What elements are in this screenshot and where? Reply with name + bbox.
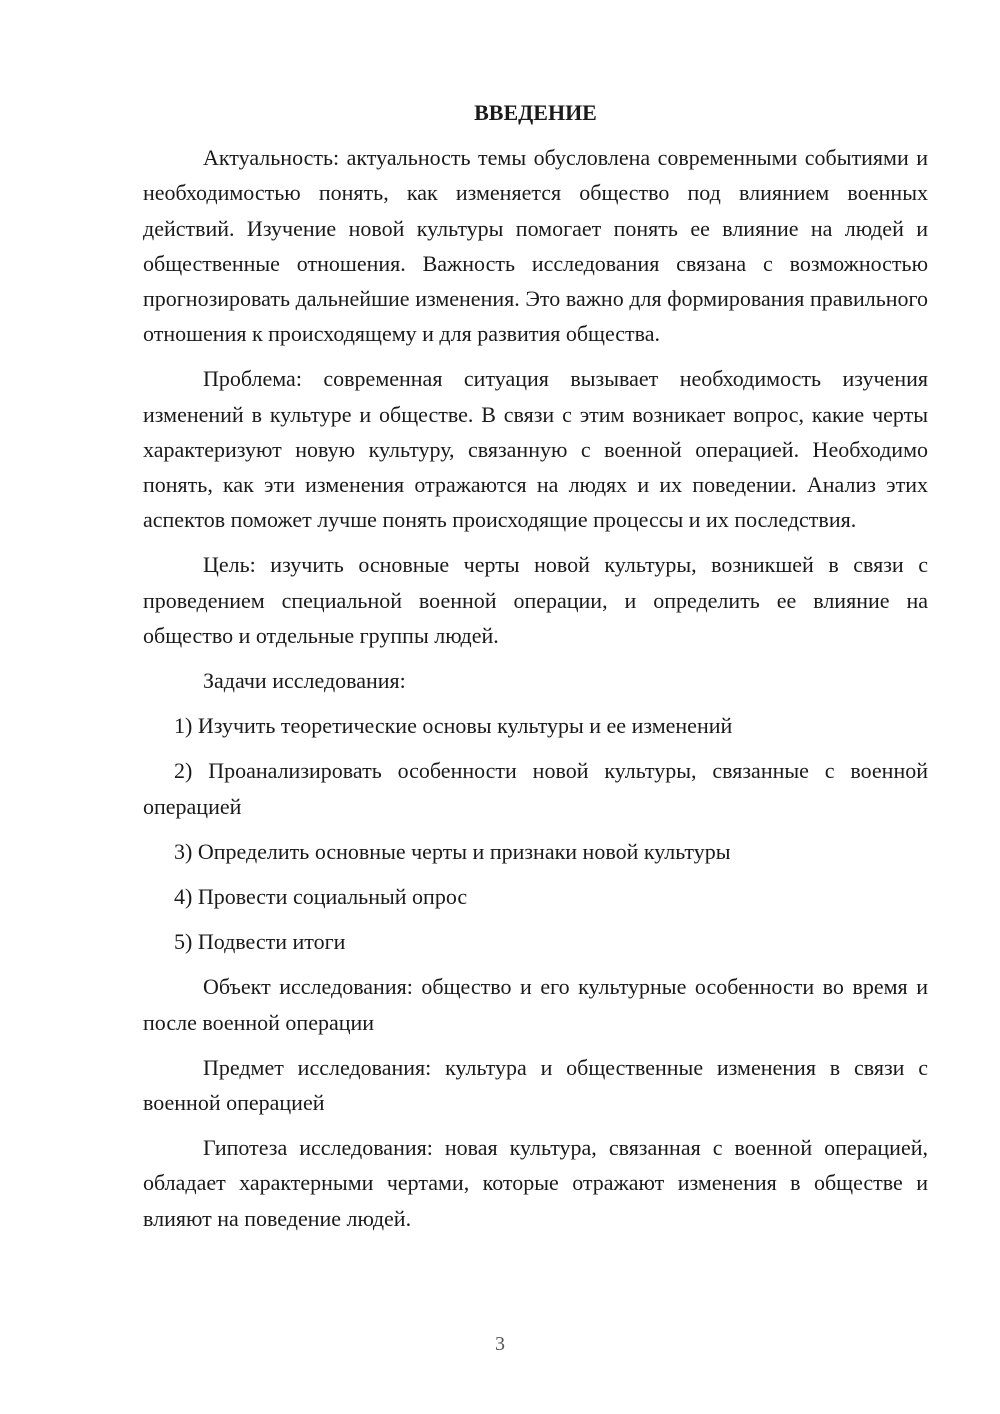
document-page — [143, 95, 928, 1246]
relevance-paragraph: Актуальность: актуальность темы обусловлена современными событиями и необходимостью понять, как изменяется общество под влиянием военных действий. Изучение новой культуры помогает понять ее влияние на людей и общественные отношения. Важность исследования связана с возможностью прогнозировать дальнейшие изменения. Это важно для формирования правильного отношения к происходящему и для развития общества. — [143, 145, 928, 347]
page-title: ВВЕДЕНИЕ — [474, 100, 597, 125]
tasks-heading: Задачи исследования: — [203, 668, 406, 694]
task-item-3: 3) Определить основные черты и признаки новой культуры — [174, 838, 731, 864]
object-paragraph: Объект исследования: общество и его культурные особенности во время и после военной операции — [143, 974, 928, 1035]
subject-paragraph: Предмет исследования: культура и общественные изменения в связи с военной операцией — [143, 1054, 928, 1116]
task-item-4: 4) Провести социальный опрос — [174, 884, 468, 910]
task-item-5: 5) Подвести итоги — [174, 929, 346, 955]
hypothesis-paragraph: Гипотеза исследования: новая культура, связанная с военной операцией, обладает характерными чертами, которые отражают изменения в обществе и влияют на поведение людей. — [143, 1135, 928, 1231]
task-item-1: 1) Изучить теоретические основы культуры и ее изменений — [174, 713, 733, 739]
task-item-2: 2) Проанализировать особенности новой культуры, связанные с военной операцией — [143, 758, 928, 819]
problem-paragraph: Проблема: современная ситуация вызывает необходимость изучения изменений в культуре и обществе. В связи с этим возникает вопрос, какие черты характеризуют новую культуру, связанную с военной операцией. Необходимо понять, как эти изменения отражаются на людях и их поведении. Анализ этих аспектов поможет лучше понять происходящие процессы и их последствия. — [143, 366, 928, 533]
goal-paragraph: Цель: изучить основные черты новой культуры, возникшей в связи с проведением специальной военной операции, и определить ее влияние на общество и отдельные группы людей. — [143, 552, 928, 648]
page-number: 3 — [495, 1333, 505, 1355]
